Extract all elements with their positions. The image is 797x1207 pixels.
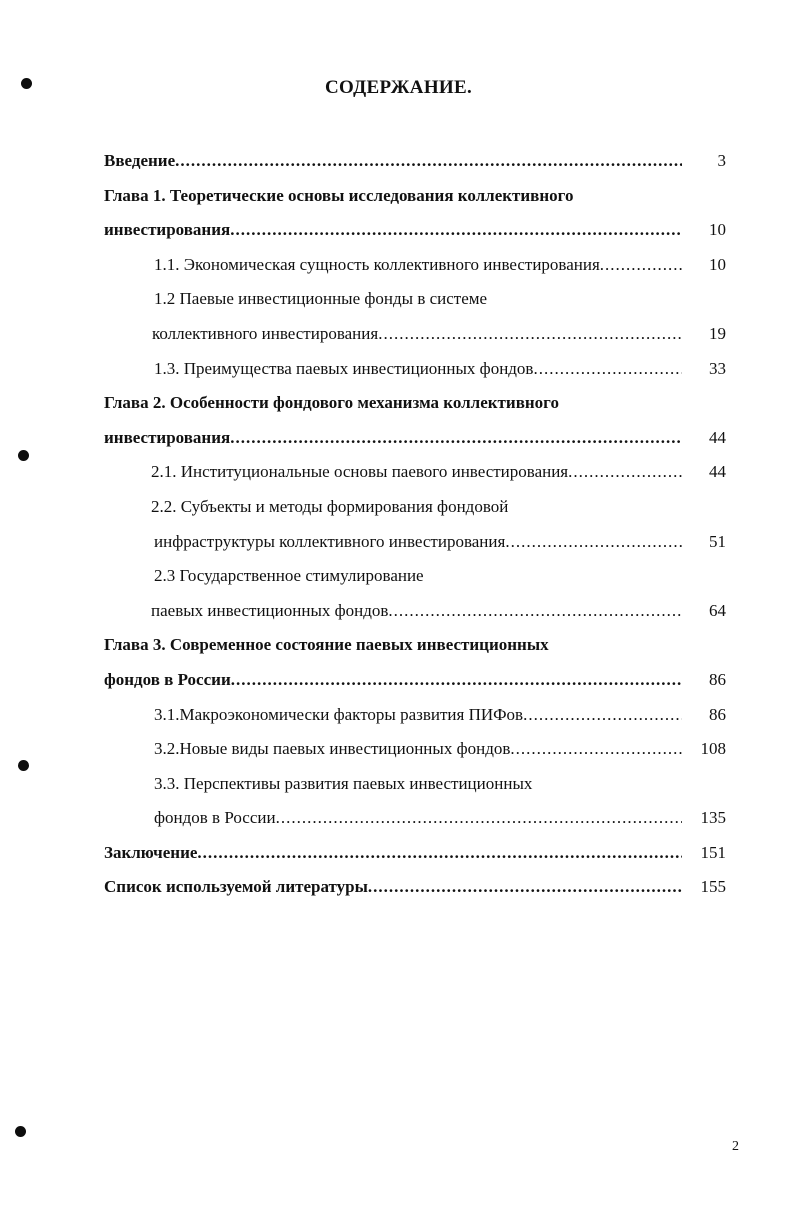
binder-hole-3	[18, 760, 29, 771]
toc-entry-page: 155	[700, 877, 726, 897]
toc-entry-section-1-2[interactable]	[104, 283, 744, 318]
toc-entry-chapter-2-cont[interactable]	[104, 422, 744, 457]
toc-entry-section-2-3[interactable]	[104, 560, 744, 595]
toc-entry-introduction[interactable]	[104, 145, 744, 180]
toc-entry-text: инфраструктуры коллективного инвестирования	[154, 531, 506, 551]
toc-entry-chapter-3-cont[interactable]	[104, 664, 744, 699]
page-title: СОДЕРЖАНИЕ.	[324, 77, 473, 98]
toc-entry-text: 3.2.Новые виды паевых инвестиционных фондов	[154, 739, 511, 759]
toc-entry-text: 1.2 Паевые инвестиционные фонды в системе	[154, 289, 488, 309]
toc-entry-section-2-2-cont[interactable]	[104, 526, 744, 561]
toc-entry-text: фондов в России	[104, 669, 231, 689]
dot-leader	[510, 739, 682, 759]
toc-entry-text: Введение	[104, 151, 176, 170]
dot-leader	[568, 462, 682, 482]
toc-entry-text: Список используемой литературы	[104, 877, 368, 897]
dot-leader	[378, 324, 682, 344]
toc-entry-conclusion[interactable]	[104, 837, 744, 872]
dot-leader	[197, 843, 682, 863]
toc-entry-text: коллективного инвестирования	[152, 323, 379, 343]
toc-entry-page: 44	[709, 427, 726, 447]
dot-leader	[230, 428, 682, 448]
dot-leader	[533, 359, 682, 379]
toc-entry-page: 135	[700, 808, 726, 828]
toc-entry-text: паевых инвестиционных фондов	[151, 600, 389, 620]
dot-leader	[230, 220, 682, 240]
toc-entry-text: фондов в России	[154, 808, 276, 828]
toc-entry-section-3-3-cont[interactable]	[104, 802, 744, 837]
toc-entry-page: 3	[717, 151, 726, 170]
toc-entry-text: Глава 2. Особенности фондового механизма коллективного	[104, 393, 559, 413]
toc-entry-page: 86	[709, 704, 726, 724]
toc-entry-text: 3.3. Перспективы развития паевых инвестиционных	[154, 773, 533, 793]
toc-entry-text: 1.3. Преимущества паевых инвестиционных фондов	[154, 358, 534, 378]
toc-entry-page: 10	[709, 254, 726, 274]
toc-entry-section-2-2[interactable]	[104, 491, 744, 526]
toc-entry-page: 108	[700, 739, 726, 759]
toc-entry-text: Глава 3. Современное состояние паевых инвестиционных	[104, 635, 549, 655]
toc-entry-chapter-3[interactable]	[104, 629, 744, 664]
dot-leader	[368, 877, 682, 897]
toc-entry-section-3-2[interactable]	[104, 733, 744, 768]
toc-entry-chapter-1[interactable]	[104, 180, 744, 215]
toc-entry-page: 44	[709, 462, 726, 482]
toc-entry-section-3-1[interactable]	[104, 699, 744, 734]
toc-entry-section-1-3[interactable]	[104, 353, 744, 388]
toc-entry-text: Глава 1. Теоретические основы исследования коллективного	[104, 185, 574, 205]
table-of-contents	[104, 145, 744, 906]
toc-entry-text: инвестирования	[104, 427, 231, 447]
toc-entry-section-3-3[interactable]	[104, 768, 744, 803]
toc-entry-page: 10	[709, 220, 726, 240]
toc-entry-text: 2.1. Институциональные основы паевого инвестирования	[151, 462, 569, 482]
dot-leader	[231, 670, 682, 690]
toc-entry-text: инвестирования	[104, 220, 231, 240]
toc-entry-page: 151	[700, 842, 726, 862]
page-number: 2	[732, 1139, 739, 1154]
binder-hole-4	[15, 1126, 26, 1137]
dot-leader	[600, 255, 682, 275]
toc-entry-page: 51	[709, 531, 726, 551]
toc-entry-text: 3.1.Макроэкономически факторы развития ПИФов	[154, 704, 524, 724]
dot-leader	[505, 532, 682, 552]
toc-entry-text: 2.2. Субъекты и методы формирования фондовой	[151, 496, 509, 516]
toc-entry-section-2-3-cont[interactable]	[104, 595, 744, 630]
toc-entry-text: Заключение	[104, 842, 198, 862]
binder-hole-2	[18, 450, 29, 461]
toc-entry-section-2-1[interactable]	[104, 456, 744, 491]
dot-leader	[175, 151, 682, 171]
toc-entry-page: 64	[709, 600, 726, 620]
dot-leader	[523, 705, 682, 725]
toc-entry-section-1-1[interactable]	[104, 249, 744, 284]
toc-entry-chapter-1-cont[interactable]	[104, 214, 744, 249]
toc-entry-chapter-2[interactable]	[104, 387, 744, 422]
toc-entry-text: 1.1. Экономическая сущность коллективного инвестирования	[154, 254, 600, 274]
dot-leader	[276, 808, 682, 828]
toc-entry-text: 2.3 Государственное стимулирование	[154, 566, 424, 586]
toc-entry-bibliography[interactable]	[104, 871, 744, 906]
toc-entry-page: 33	[709, 358, 726, 378]
dot-leader	[388, 601, 682, 621]
toc-entry-section-1-2-cont[interactable]	[104, 318, 744, 353]
toc-entry-page: 86	[709, 669, 726, 689]
toc-entry-page: 19	[709, 323, 726, 343]
